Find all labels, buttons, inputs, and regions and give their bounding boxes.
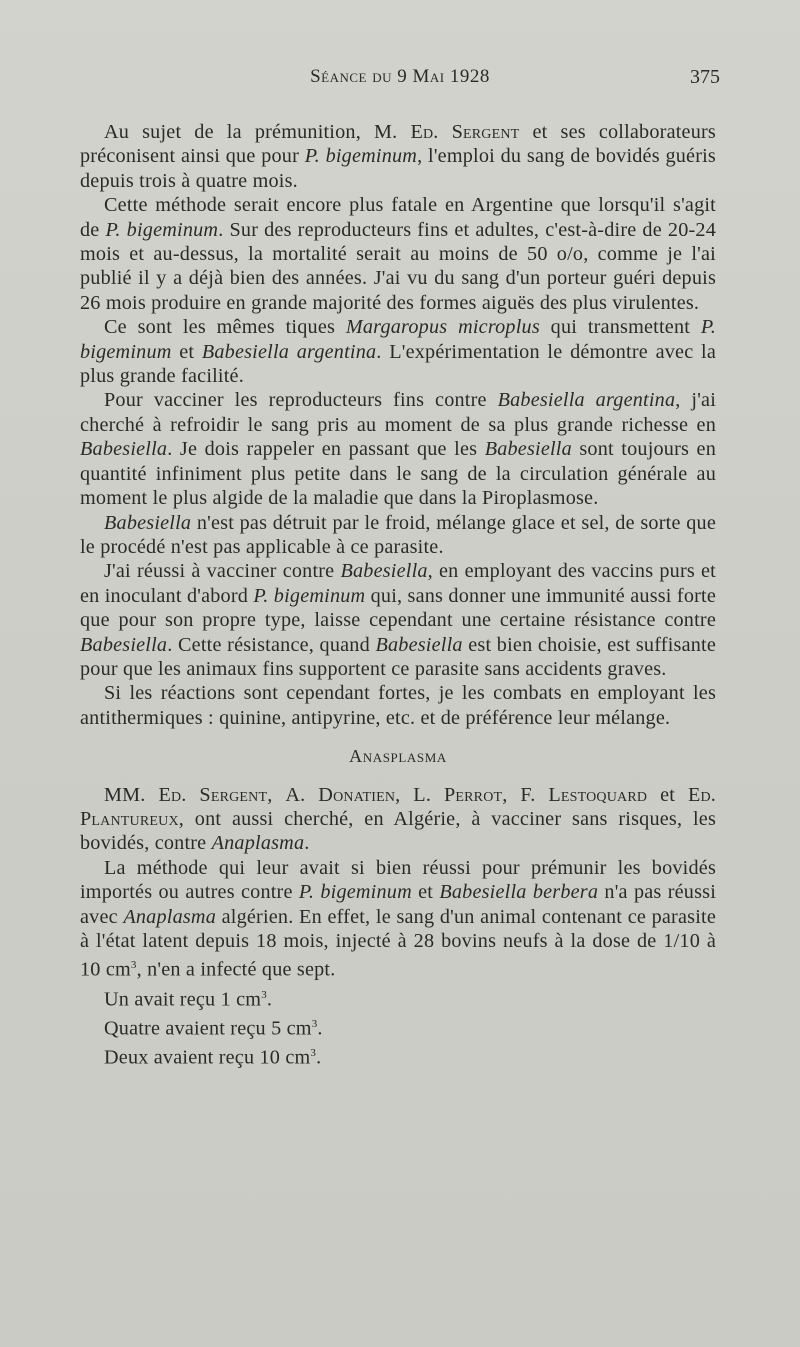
text-run: et ses collaborateurs préconisent ainsi que pour — [80, 121, 716, 168]
text-run: , l'emploi du sang de bovidés guéris depuis trois à quatre mois. — [80, 145, 716, 192]
paragraph — [80, 120, 716, 193]
running-head: Séance du 9 Mai 1928 — [310, 66, 490, 87]
text-run: et — [411, 881, 440, 904]
section-anaplasma — [80, 783, 716, 983]
text-run: Cette méthode serait encore plus fatale en Argentine que lorsqu'il s'agit de — [80, 194, 716, 241]
author-name: Ed. Plantureux — [80, 783, 717, 830]
page-header — [0, 66, 800, 96]
italic-term: P. bigeminum — [80, 316, 717, 363]
section-heading: Anasplasma — [349, 746, 447, 767]
text-run: . — [316, 1046, 322, 1069]
italic-term: P. bigeminum — [105, 218, 219, 241]
text-run: , ont aussi cherché, en Algérie, à vacciner sans risques, les bovidés, contre — [80, 807, 716, 855]
dose-list — [80, 983, 716, 1070]
italic-term: Anaplasma — [123, 905, 217, 928]
text-run: , — [267, 783, 286, 806]
superscript: 3 — [311, 1017, 318, 1030]
paragraph — [80, 681, 716, 730]
superscript: 3 — [261, 988, 267, 1001]
superscript: 3 — [130, 959, 137, 972]
paragraph — [80, 559, 716, 681]
italic-term: P. bigeminum — [253, 584, 366, 607]
italic-term: Babesiella — [375, 633, 463, 656]
author-name: F. Lestoquard — [520, 783, 648, 806]
paragraph — [80, 783, 716, 856]
paragraph — [80, 511, 716, 560]
paragraph — [80, 388, 716, 510]
superscript: 3 — [310, 1046, 317, 1059]
author-name: Ed. Sergent — [410, 121, 520, 143]
italic-term: Babesiella — [484, 438, 572, 461]
text-run: Au sujet de la prémunition, M. — [104, 121, 411, 143]
text-run: Quatre avaient reçu 5 cm — [104, 1017, 312, 1040]
author-name: L. Perrot — [413, 783, 503, 806]
italic-term: P. bigeminum — [298, 881, 412, 904]
text-run: n'est pas détruit par le froid, mélange glace et sel, de sorte que le procédé n'est pas applicable à ce parasite. — [80, 511, 716, 558]
text-run: MM. — [104, 783, 159, 806]
italic-term: Margaropus microplus — [345, 316, 540, 339]
text-run: n'a pas réussi avec — [80, 881, 717, 928]
text-run: . — [266, 988, 273, 1011]
text-run: . — [317, 1017, 323, 1040]
text-run: . Cette résistance, quand — [167, 633, 376, 656]
paragraph — [80, 315, 716, 388]
text-run: . Sur des reproducteurs fins et adultes, c'est-à-dire de 20-24 mois et au-dessus, la mortalité serait au moins de 50 o/o, comme je l'ai publié il y a déjà bien des années. J'ai vu du sang d'un porteur guéri depuis 26 mois produire en grande majorité des formes aiguës des plus virulentes. — [80, 218, 717, 314]
text-run: . Je dois rappeler en passant que les — [167, 438, 485, 461]
text-run: Si les réactions sont cependant fortes, je les combats en employant les antithermiques : quinine, antipyrine, etc. et de préférence leur mélange. — [80, 682, 716, 729]
text-run: Ce sont les mêmes tiques — [104, 316, 346, 339]
text-run: Pour vacciner les reproducteurs fins contre — [104, 389, 498, 412]
text-run: Deux avaient reçu 10 cm — [104, 1046, 311, 1069]
text-run: et — [647, 783, 688, 806]
italic-term: Anaplasma — [211, 832, 305, 855]
italic-term: Babesiella berbera — [439, 881, 599, 904]
text-run: , n'en a infecté que sept. — [136, 959, 336, 982]
text-run: est bien choisie, est suffisante pour que les animaux fins supportent ce parasite sans accidents graves. — [80, 633, 716, 680]
paragraph — [80, 193, 716, 315]
dose-line — [80, 983, 716, 1012]
dose-line — [80, 1041, 716, 1070]
author-name: A. Donatien — [285, 783, 396, 806]
text-run: qui transmettent — [539, 316, 701, 339]
text-run: sont toujours en quantité infiniment plus petite dans le sang de la circulation générale au moment le plus algide de la maladie que dans la Piroplasmose. — [80, 438, 716, 510]
italic-term: Babesiella — [104, 511, 192, 534]
text-run: . L'expérimentation le démontre avec la plus grande facilité. — [80, 340, 717, 388]
italic-term: Babesiella — [340, 560, 428, 583]
dose-line — [80, 1012, 716, 1041]
section-piroplasmose — [80, 120, 716, 730]
text-run: J'ai réussi à vacciner contre — [104, 560, 341, 583]
text-run: La méthode qui leur avait si bien réussi pour prémunir les bovidés importés ou autres contre — [80, 856, 716, 904]
text-run: , en employant des vaccins purs et en inoculant d'abord — [80, 560, 716, 607]
paragraph — [80, 856, 716, 983]
text-run: , j'ai cherché à refroidir le sang pris au moment de sa plus grande richesse en — [80, 389, 717, 436]
italic-term: Babesiella — [80, 633, 168, 656]
body-text — [80, 120, 716, 1070]
text-run: algérien. En effet, le sang d'un animal contenant ce parasite à l'état latent depuis 18 mois, injecté à 28 bovins neufs à la dose de 1/10 à 10 cm — [80, 905, 716, 982]
text-run: , — [395, 783, 414, 806]
italic-term: Babesiella argentina — [201, 340, 377, 363]
italic-term: P. bigeminum — [304, 145, 418, 168]
page-number: 375 — [690, 66, 720, 88]
text-run: . — [304, 832, 310, 855]
author-name: Ed. Sergent — [158, 783, 268, 806]
text-run: , — [502, 783, 521, 806]
italic-term: Babesiella — [80, 438, 168, 461]
text-run: Un avait reçu 1 cm — [104, 988, 262, 1011]
text-run: qui, sans donner une immunité aussi forte que pour son propre type, laisse cependant une certaine résistance contre — [80, 584, 717, 632]
italic-term: Babesiella argentina — [497, 389, 676, 412]
text-run: et — [171, 340, 202, 363]
